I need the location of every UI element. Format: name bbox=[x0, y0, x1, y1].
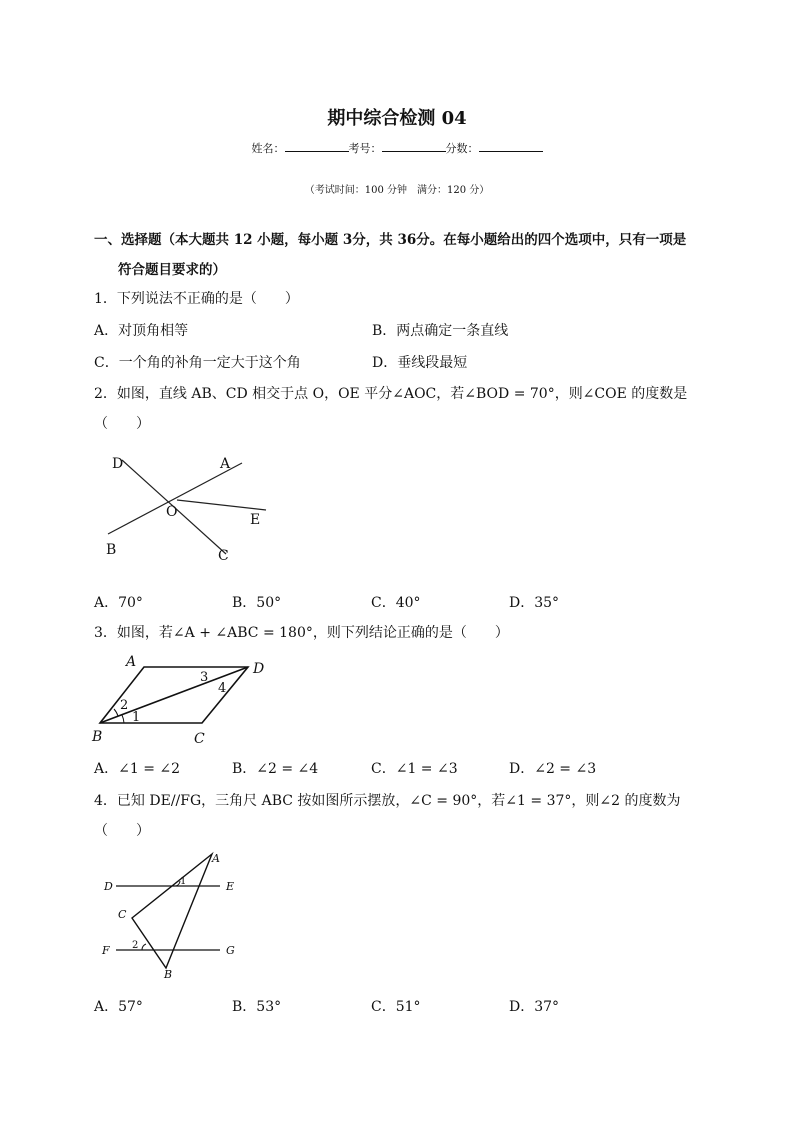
label-e: E bbox=[226, 880, 235, 893]
q4-option-d: D．37° bbox=[509, 999, 560, 1015]
label-e: E bbox=[250, 512, 261, 528]
label-a: A bbox=[212, 852, 220, 865]
label-b: B bbox=[92, 729, 103, 745]
q4-figure bbox=[96, 848, 256, 983]
page-title: 期中综合检测 04 bbox=[327, 108, 467, 129]
label-o: O bbox=[166, 504, 178, 520]
number-blank bbox=[382, 141, 446, 152]
label-a: A bbox=[126, 654, 137, 670]
q1-option-c: C．一个角的补角一定大于这个角 bbox=[94, 355, 301, 371]
q1-option-b: B．两点确定一条直线 bbox=[372, 323, 509, 339]
q2-option-c: C．40° bbox=[371, 595, 421, 611]
question-1-stem: 1．下列说法不正确的是（ ） bbox=[94, 291, 299, 307]
q3-option-b: B．∠2 = ∠4 bbox=[232, 761, 319, 777]
label-angle-1: 1 bbox=[132, 710, 141, 725]
line-ba bbox=[108, 463, 242, 534]
q1-option-a: A．对顶角相等 bbox=[94, 323, 189, 339]
question-2-stem-cont: （ ） bbox=[94, 416, 150, 432]
label-d: D bbox=[112, 456, 124, 472]
q1-option-d: D．垂线段最短 bbox=[372, 355, 468, 371]
label-angle-2: 2 bbox=[132, 940, 139, 951]
q4-option-a: A．57° bbox=[94, 999, 143, 1015]
label-c: C bbox=[118, 908, 127, 921]
q3-option-a: A．∠1 = ∠2 bbox=[94, 761, 181, 777]
q4-option-c: C．51° bbox=[371, 999, 421, 1015]
label-angle-3: 3 bbox=[200, 670, 209, 685]
label-c: C bbox=[194, 731, 205, 747]
label-b: B bbox=[106, 542, 117, 558]
label-angle-2: 2 bbox=[120, 698, 129, 713]
triangle-abc bbox=[132, 854, 212, 968]
q2-option-b: B．50° bbox=[232, 595, 282, 611]
question-3-stem: 3．如图，若∠A + ∠ABC = 180°，则下列结论正确的是（ ） bbox=[94, 625, 509, 641]
student-info-line bbox=[0, 140, 794, 156]
exam-note: （考试时间：100 分钟 满分：120 分） bbox=[304, 185, 490, 196]
ray-oe bbox=[177, 500, 266, 510]
score-blank bbox=[479, 141, 543, 152]
label-angle-1: 1 bbox=[180, 876, 187, 887]
q2-option-d: D．35° bbox=[509, 595, 560, 611]
section-heading: 一、选择题（本大题共 12 小题，每小题 3分，共 36分。在每小题给出的四个选项中，只有一项是 bbox=[94, 232, 687, 248]
name-label: 姓名： bbox=[251, 142, 285, 155]
label-d: D bbox=[104, 880, 113, 893]
label-a: A bbox=[220, 456, 231, 472]
angle-arc-1 bbox=[122, 715, 124, 723]
label-d: D bbox=[253, 661, 265, 677]
label-c: C bbox=[218, 548, 229, 564]
section-heading-cont: 符合题目要求的） bbox=[118, 262, 226, 278]
question-4-stem-cont: （ ） bbox=[94, 823, 150, 839]
question-4-stem: 4．已知 DE//FG，三角尺 ABC 按如图所示摆放，∠C = 90°，若∠1 = 37°，则∠2 的度数为 bbox=[94, 793, 681, 809]
q4-option-b: B．53° bbox=[232, 999, 282, 1015]
label-b: B bbox=[164, 968, 173, 981]
angle-arc-2 bbox=[114, 709, 118, 716]
question-2-stem: 2．如图，直线 AB、CD 相交于点 O，OE 平分∠AOC，若∠BOD = 70°，则∠COE 的度数是 bbox=[94, 386, 688, 402]
q3-option-c: C．∠1 = ∠3 bbox=[371, 761, 458, 777]
label-angle-4: 4 bbox=[218, 681, 227, 696]
q3-figure bbox=[90, 652, 280, 752]
angle-arc-2 bbox=[142, 944, 146, 950]
q2-option-a: A．70° bbox=[94, 595, 143, 611]
q3-option-d: D．∠2 = ∠3 bbox=[509, 761, 597, 777]
q2-figure bbox=[100, 448, 280, 568]
label-f: F bbox=[102, 944, 110, 957]
label-g: G bbox=[226, 944, 235, 957]
number-label: 考号： bbox=[348, 142, 382, 155]
name-blank bbox=[285, 141, 349, 152]
score-label: 分数： bbox=[445, 142, 479, 155]
